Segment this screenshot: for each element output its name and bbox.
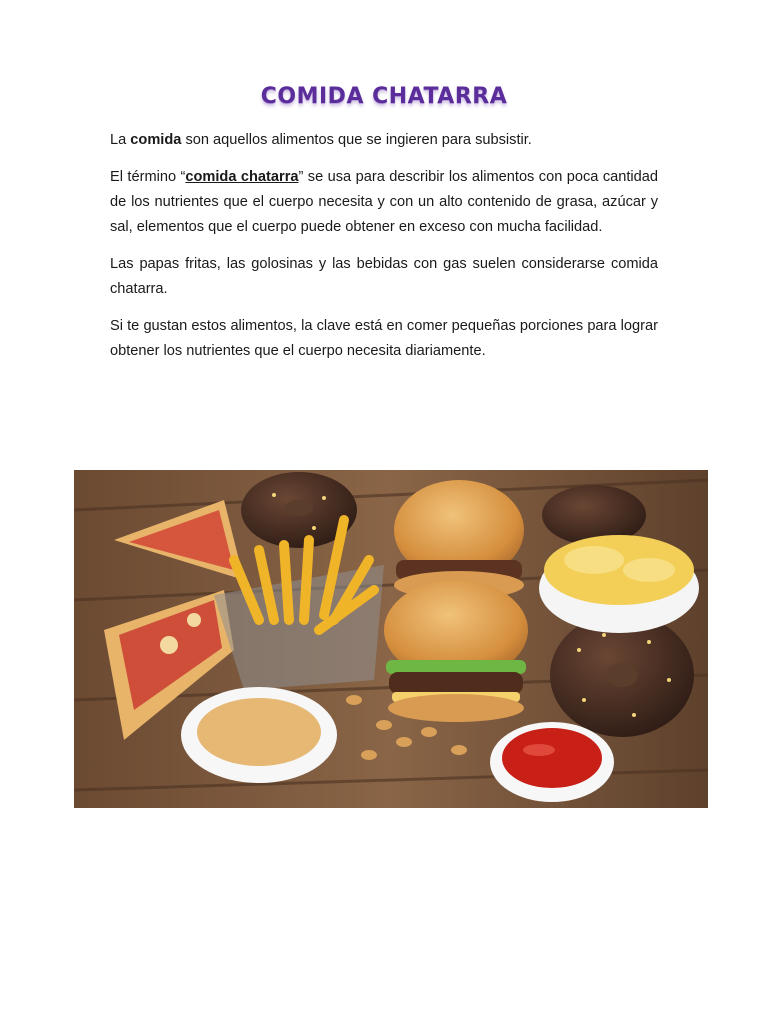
p2-text-start: El término “ xyxy=(110,169,186,185)
junk-food-photo xyxy=(74,470,708,808)
page-title: COMIDA CHATARRA xyxy=(260,84,508,109)
paragraph-4: Si te gustan estos alimentos, la clave está en comer pequeñas porciones para lograr obtener los nutrientes que el cuerpo necesita diariamente. xyxy=(110,318,658,359)
document-body xyxy=(110,128,658,376)
p2-text-end: ” se usa para describir los alimentos con poca cantidad de los nutrientes que el cuerpo necesita y con un alto contenido de grasa, azúcar y sal, elementos que el cuerpo puede obtener en exceso con mucha facilidad. xyxy=(110,169,659,235)
paragraph-1 xyxy=(110,128,658,153)
paragraph-3: Las papas fritas, las golosinas y las bebidas con gas suelen considerarse comida chatarra. xyxy=(110,256,658,297)
p1-text-start: La xyxy=(110,132,131,148)
paragraph-2 xyxy=(110,165,658,240)
p1-text-end: son aquellos alimentos que se ingieren para subsistir. xyxy=(181,132,532,148)
p2-bold-term: comida chatarra xyxy=(185,169,299,185)
p1-bold-term: comida xyxy=(130,132,182,148)
